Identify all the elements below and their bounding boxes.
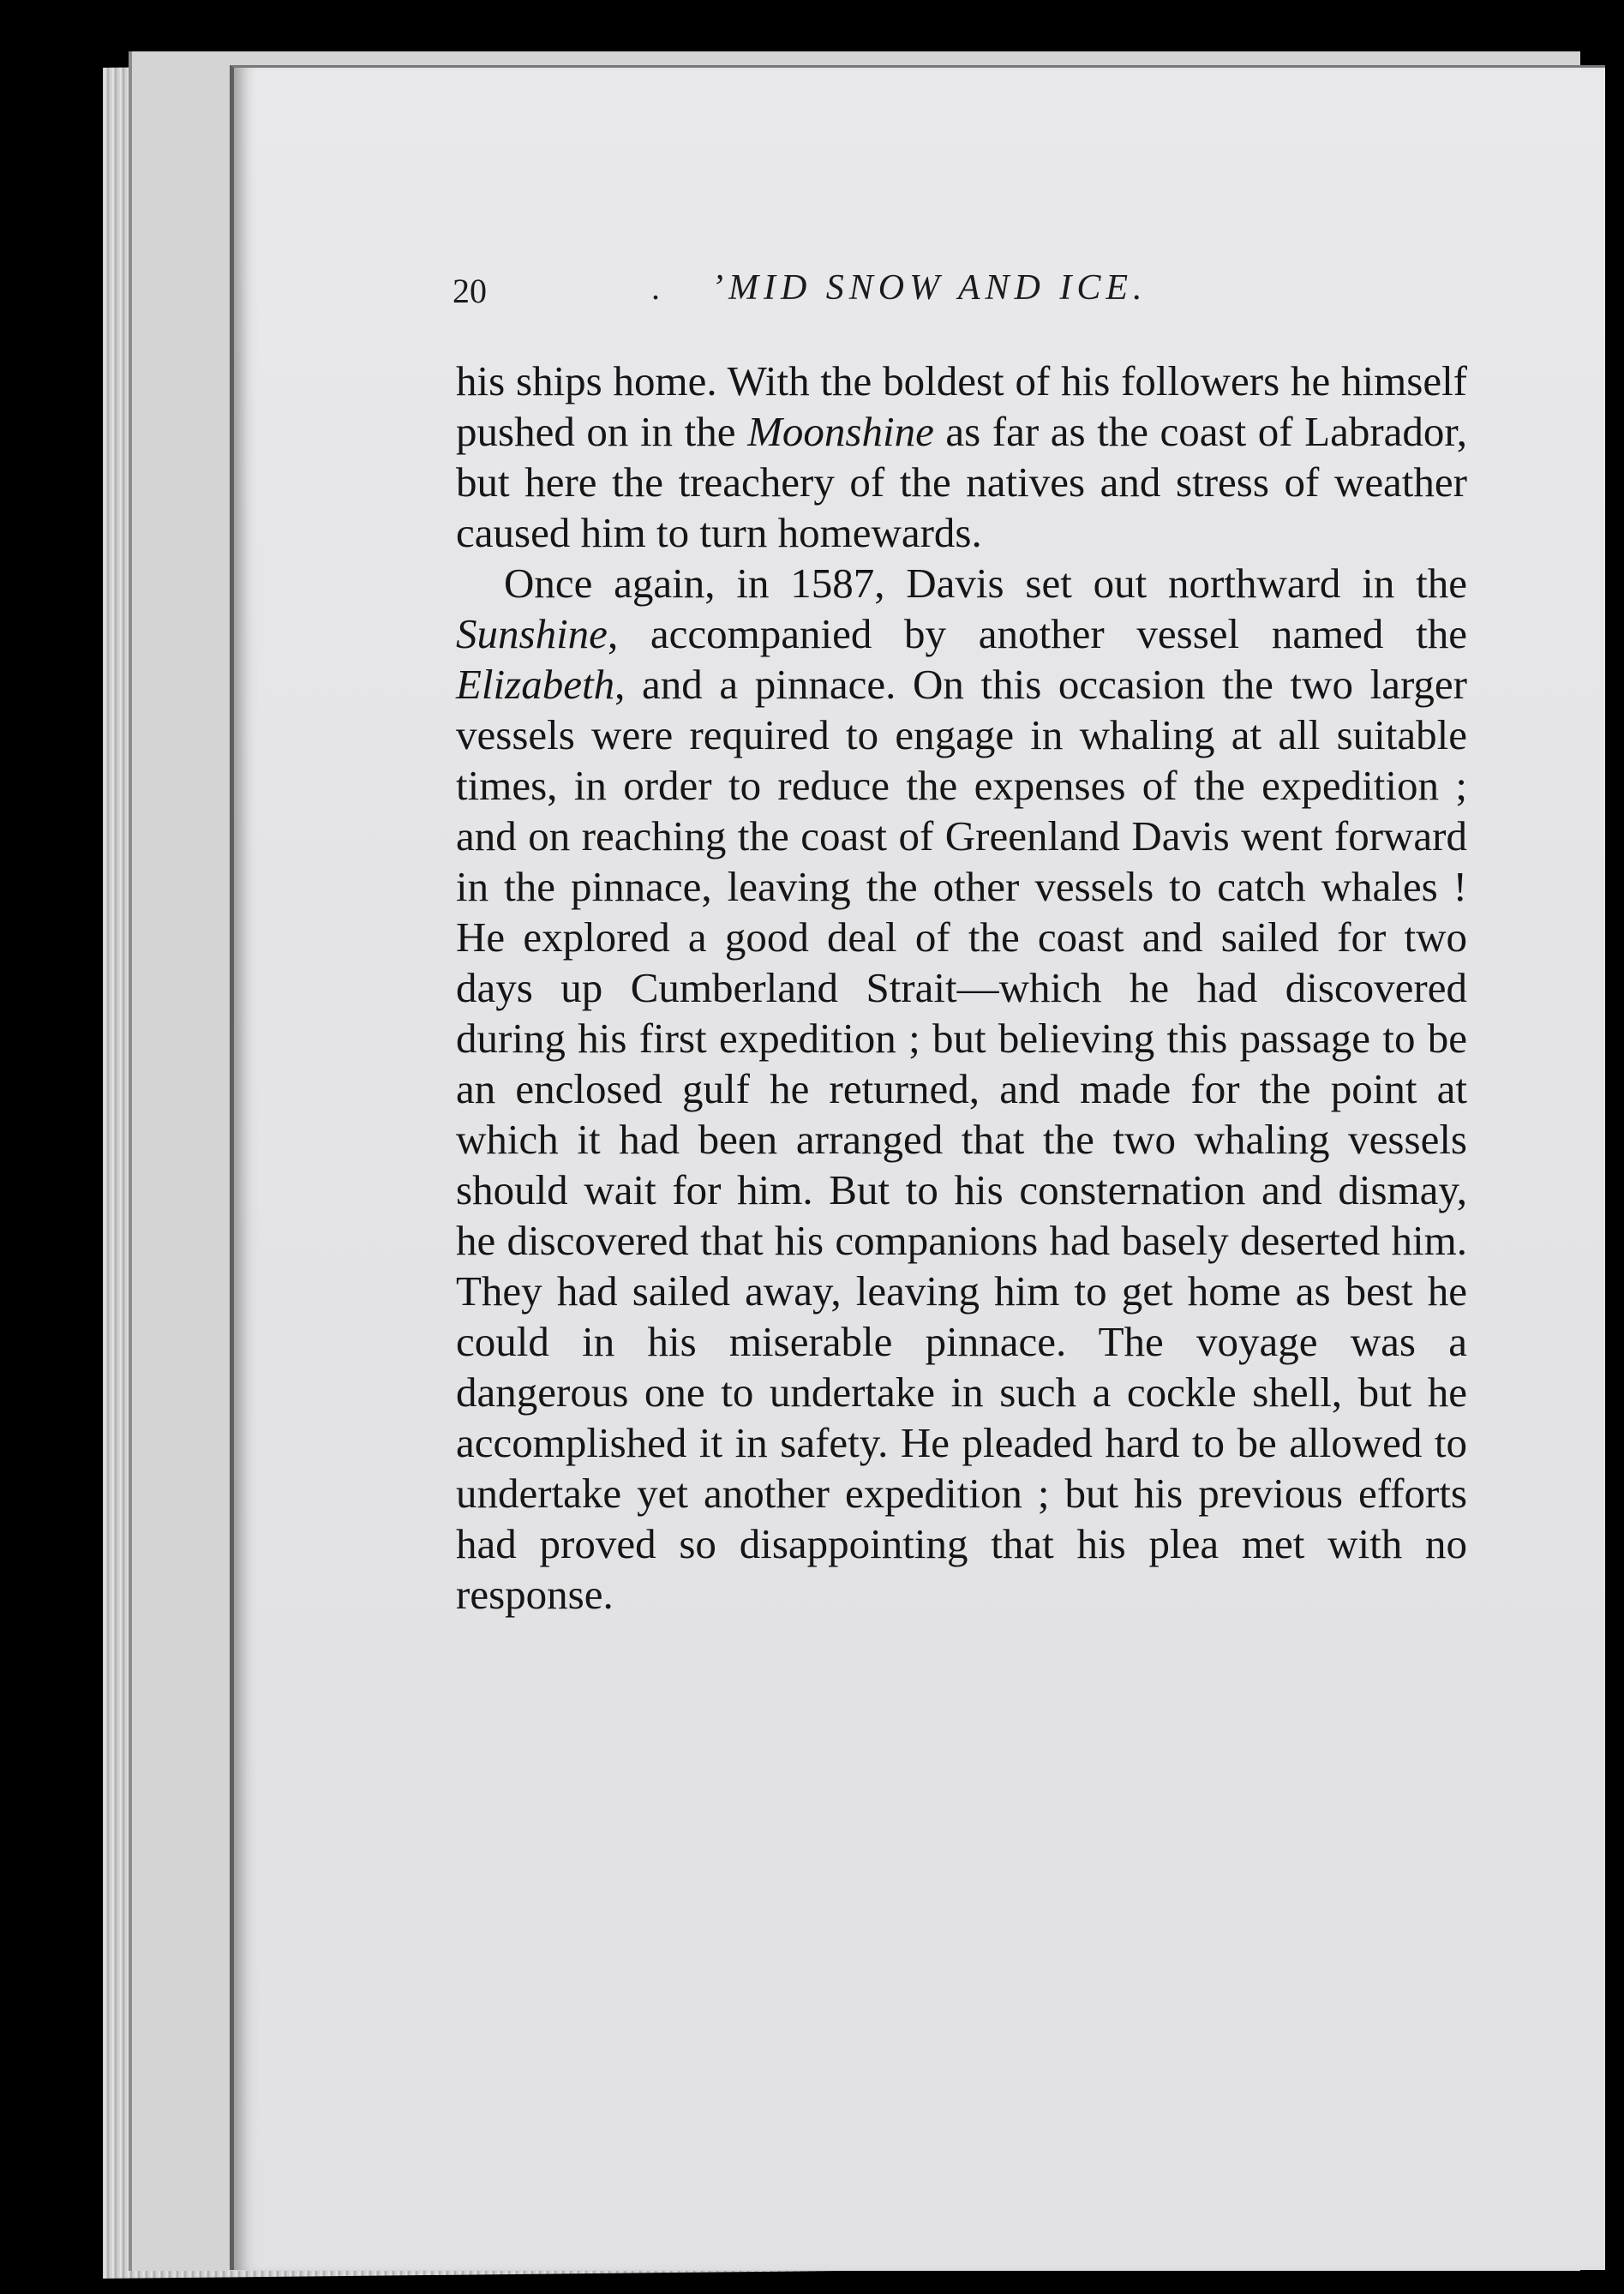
body-text — [456, 356, 1467, 1620]
paragraph-1-text-2: as far as the coast of Labrador, but here the treachery of the natives and stress of weather caused him to turn homewards. — [456, 408, 1467, 556]
paragraph-1 — [456, 356, 1467, 558]
ship-name-moonshine: Moonshine — [747, 408, 934, 455]
paragraph-2 — [456, 558, 1467, 1620]
ship-name-elizabeth: Elizabeth — [456, 661, 615, 708]
running-head-title: ’MID SNOW AND ICE. — [711, 268, 1148, 308]
paragraph-1-text-1: his ships home. With the boldest of his followers he himself pushed on in the — [456, 357, 1467, 455]
paragraph-2-text-2: , accompanied by another vessel named the — [607, 610, 1467, 657]
running-head — [452, 267, 1464, 319]
running-head-separator: . — [651, 268, 660, 307]
paragraph-2-text-1: Once again, in 1587, Davis set out northward in the — [504, 560, 1467, 607]
ship-name-sunshine: Sunshine — [456, 610, 608, 657]
page-number: 20 — [452, 272, 487, 310]
paragraph-2-text-3: , and a pinnace. On this occasion the two larger vessels were required to engage in whaling at all suitable times, in order to reduce the expenses of the expedition ; and on reaching the coast of Greenland Davis went forward in the pinnace, leaving the other vessels to catch whales ! He explored a good deal of the coast and sailed for two days up Cumberland Strait—which he had discovered during his first expedition ; but believing this passage to be an enclosed gulf he returned, and made for the point at which it had been arranged that the two whaling vessels should wait for him. But to his consternation and dismay, he discovered that his companions had basely deserted him. They had sailed away, leaving him to get home as best he could in his miserable pinnace. The voyage was a dangerous one to undertake in such a cockle shell, but he accomplished it in safety. He pleaded hard to be allowed to undertake yet another expedition ; but his previous efforts had proved so disappointing that his plea met with no response. — [456, 661, 1467, 1618]
